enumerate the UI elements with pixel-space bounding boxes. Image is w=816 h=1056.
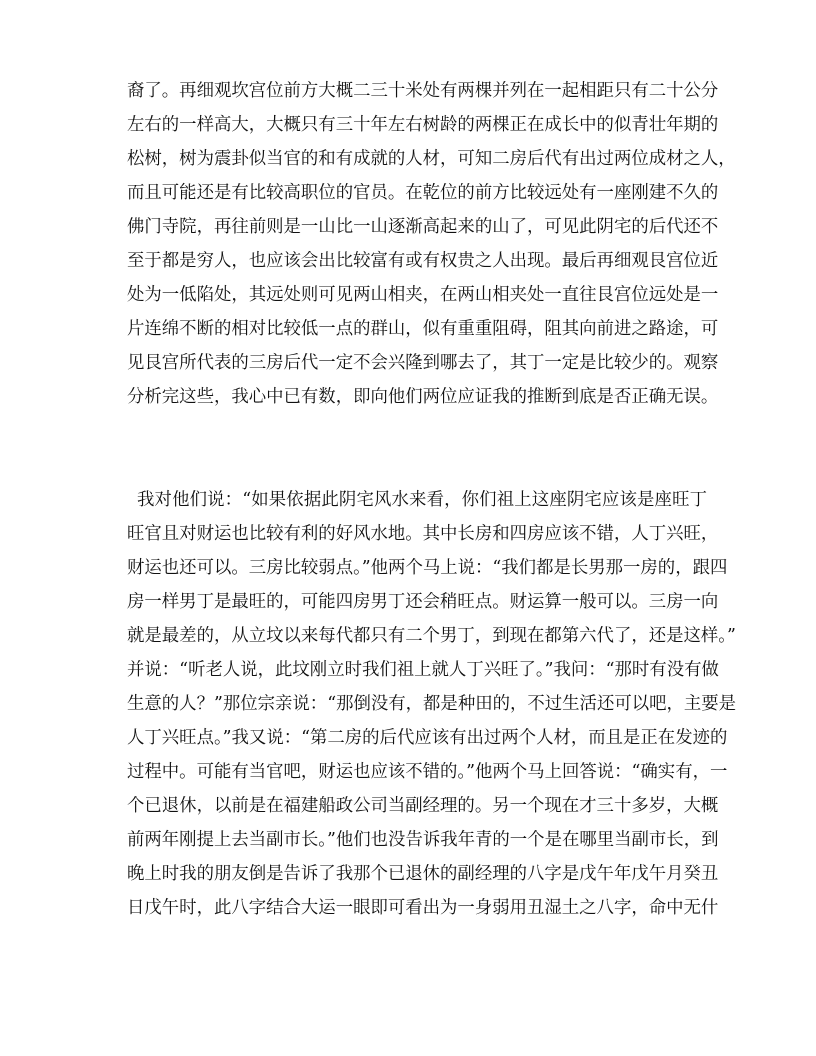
paragraph-line: 前两年刚提上去当副市长。”他们也没告诉我年青的一个是在哪里当副市长，到 (127, 830, 719, 850)
paragraph-line: 日戊午时，此八字结合大运一眼即可看出为一身弱用丑湿土之八字，命中无什 (127, 898, 719, 918)
paragraph-line: 见艮宫所代表的三房后代一定不会兴隆到哪去了，其丁一定是比较少的。观察 (127, 353, 719, 373)
paragraph-line: 并说：“听老人说，此坟刚立时我们祖上就人丁兴旺了。”我问：“那时有没有做 (127, 660, 719, 680)
paragraph-line: 裔了。再细观坎宫位前方大概二三十米处有两棵并列在一起相距只有二十公分 (127, 81, 719, 101)
paragraph-line: 我对他们说：“如果依据此阴宅风水来看，你们祖上这座阴宅应该是座旺丁 (137, 490, 707, 510)
paragraph-line: 分析完这些，我心中已有数，即向他们两位应证我的推断到底是否正确无误。 (127, 387, 719, 407)
paragraph-line: 就是最差的，从立坟以来每代都只有二个男丁，到现在都第六代了，还是这样。” (127, 626, 736, 646)
paragraph-line: 松树，树为震卦似当官的和有成就的人材，可知二房后代有出过两位成材之人， (127, 149, 736, 169)
paragraph-line: 左右的一样高大，大概只有三十年左右树龄的两棵正在成长中的似青壮年期的 (127, 115, 719, 135)
paragraph-line: 生意的人？”那位宗亲说：“那倒没有，都是种田的，不过生活还可以吧，主要是 (127, 694, 737, 714)
paragraph-line: 个已退休，以前是在福建船政公司当副经理的。另一个现在才三十多岁，大概 (127, 796, 719, 816)
paragraph-line: 旺官且对财运也比较有利的好风水地。其中长房和四房应该不错，人丁兴旺， (127, 524, 719, 544)
paragraph-line: 财运也还可以。三房比较弱点。”他两个马上说：“我们都是长男那一房的，跟四 (127, 558, 728, 578)
paragraph-line: 人丁兴旺点。”我又说：“第二房的后代应该有出过两个人材，而且是正在发迹的 (127, 728, 728, 748)
paragraph-line: 处为一低陷处，其远处则可见两山相夹，在两山相夹处一直往艮宫位远处是一 (127, 285, 719, 305)
paragraph-line: 房一样男丁是最旺的，可能四房男丁还会稍旺点。财运算一般可以。三房一向 (127, 592, 719, 612)
paragraph-line: 片连绵不断的相对比较低一点的群山，似有重重阻碍，阻其向前进之路途，可 (127, 319, 719, 339)
paragraph-2 (127, 483, 737, 925)
paragraph-line: 至于都是穷人，也应该会出比较富有或有权贵之人出现。最后再细观艮宫位近 (127, 251, 719, 271)
paragraph-line: 而且可能还是有比较高职位的官员。在乾位的前方比较远处有一座刚建不久的 (127, 183, 719, 203)
paragraph-line: 佛门寺院，再往前则是一山比一山逐渐高起来的山了，可见此阴宅的后代还不 (127, 217, 719, 237)
paragraph-1 (127, 74, 736, 414)
paragraph-line: 过程中。可能有当官吧，财运也应该不错的。”他两个马上回答说：“确实有，一 (127, 762, 728, 782)
paragraph-line: 晚上时我的朋友倒是告诉了我那个已退休的副经理的八字是戊午年戊午月癸丑 (127, 864, 719, 884)
